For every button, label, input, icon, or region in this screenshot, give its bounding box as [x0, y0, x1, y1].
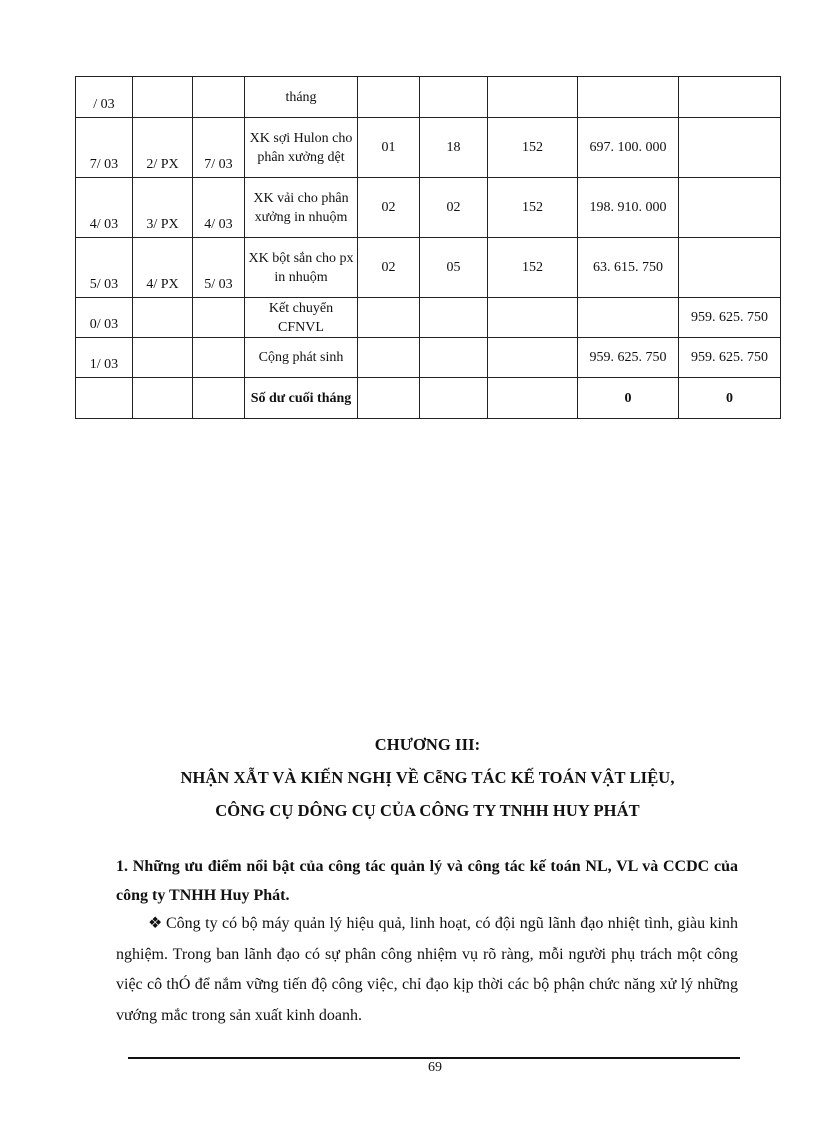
cell-debit: 0 — [578, 378, 679, 419]
section-heading: 1. Những ưu điểm nổi bật của công tác quản lý và công tác kế toán NL, VL và CCDC của công ty TNHH Huy Phát. — [116, 858, 738, 904]
cell-voucher-no — [133, 298, 193, 338]
cell-date — [76, 378, 133, 419]
cell-date: 4/ 03 — [76, 178, 133, 238]
cell-line — [420, 338, 488, 378]
cell-page — [358, 378, 420, 419]
page-number: 69 — [428, 1060, 442, 1075]
cell-page: 02 — [358, 238, 420, 298]
cell-credit — [679, 178, 781, 238]
cell-description: XK bột sắn cho px in nhuộm — [245, 238, 358, 298]
cell-voucher-date — [193, 77, 245, 118]
chapter-number: CHƯƠNG III: — [374, 735, 481, 754]
cell-debit: 63. 615. 750 — [578, 238, 679, 298]
cell-voucher-no — [133, 378, 193, 419]
cell-voucher-date — [193, 338, 245, 378]
cell-page — [358, 77, 420, 118]
cell-voucher-no: 3/ PX — [133, 178, 193, 238]
cell-account — [488, 338, 578, 378]
chapter-title-line-2: CÔNG CỤ DÔNG CỤ CỦA CÔNG TY TNHH HUY PHÁT — [215, 801, 640, 820]
body-paragraph — [116, 909, 738, 1031]
cell-voucher-date: 4/ 03 — [193, 178, 245, 238]
table-row — [76, 178, 781, 238]
footer-divider — [128, 1057, 740, 1059]
cell-voucher-date — [193, 378, 245, 419]
cell-voucher-no: 4/ PX — [133, 238, 193, 298]
cell-line — [420, 298, 488, 338]
cell-account — [488, 77, 578, 118]
cell-date: / 03 — [76, 77, 133, 118]
cell-credit: 0 — [679, 378, 781, 419]
cell-credit: 959. 625. 750 — [679, 338, 781, 378]
table-row — [76, 77, 781, 118]
cell-voucher-date — [193, 298, 245, 338]
cell-debit: 697. 100. 000 — [578, 118, 679, 178]
cell-description: Cộng phát sinh — [245, 338, 358, 378]
cell-credit — [679, 77, 781, 118]
cell-account — [488, 378, 578, 419]
cell-account: 152 — [488, 118, 578, 178]
cell-description: Kết chuyển CFNVL — [245, 298, 358, 338]
chapter-title-line-1: NHẬN XẪT VÀ KIẾN NGHỊ VỀ CễNG TÁC KẾ TOÁN VẬT LIỆU, — [180, 768, 675, 787]
cell-description: XK vải cho phân xưởng in nhuộm — [245, 178, 358, 238]
cell-debit — [578, 77, 679, 118]
table-row — [76, 238, 781, 298]
cell-line — [420, 378, 488, 419]
paragraph-text: Công ty có bộ máy quản lý hiệu quả, linh hoạt, có đội ngũ lãnh đạo nhiệt tình, giàu kinh nghiệm. Trong ban lãnh đạo có sự phân công nhiệm vụ rõ ràng, mỗi người phụ trách một công việc cô thÓ để nắm vững tiến độ công việc, chỉ đạo kịp thời các bộ phận chức năng xử lý những vướng mắc trong sản xuất kinh doanh. — [116, 915, 738, 1024]
bullet-icon: ❖ — [148, 915, 163, 932]
cell-page — [358, 298, 420, 338]
cell-debit: 959. 625. 750 — [578, 338, 679, 378]
cell-voucher-date: 7/ 03 — [193, 118, 245, 178]
cell-description: Số dư cuối tháng — [245, 378, 358, 419]
cell-date: 5/ 03 — [76, 238, 133, 298]
cell-date: 0/ 03 — [76, 298, 133, 338]
cell-description: tháng — [245, 77, 358, 118]
cell-credit — [679, 118, 781, 178]
cell-voucher-no — [133, 338, 193, 378]
cell-debit: 198. 910. 000 — [578, 178, 679, 238]
cell-voucher-no — [133, 77, 193, 118]
table-row — [76, 338, 781, 378]
table-row — [76, 378, 781, 419]
cell-debit — [578, 298, 679, 338]
table-row — [76, 298, 781, 338]
cell-credit: 959. 625. 750 — [679, 298, 781, 338]
cell-line: 05 — [420, 238, 488, 298]
cell-credit — [679, 238, 781, 298]
cell-account: 152 — [488, 238, 578, 298]
cell-account — [488, 298, 578, 338]
cell-line — [420, 77, 488, 118]
cell-page: 02 — [358, 178, 420, 238]
cell-account: 152 — [488, 178, 578, 238]
cell-voucher-date: 5/ 03 — [193, 238, 245, 298]
cell-date: 1/ 03 — [76, 338, 133, 378]
cell-date: 7/ 03 — [76, 118, 133, 178]
cell-page: 01 — [358, 118, 420, 178]
cell-description: XK sợi Hulon cho phân xưởng dệt — [245, 118, 358, 178]
cell-line: 18 — [420, 118, 488, 178]
cell-page — [358, 338, 420, 378]
cell-line: 02 — [420, 178, 488, 238]
ledger-table — [75, 76, 781, 419]
cell-voucher-no: 2/ PX — [133, 118, 193, 178]
table-row — [76, 118, 781, 178]
